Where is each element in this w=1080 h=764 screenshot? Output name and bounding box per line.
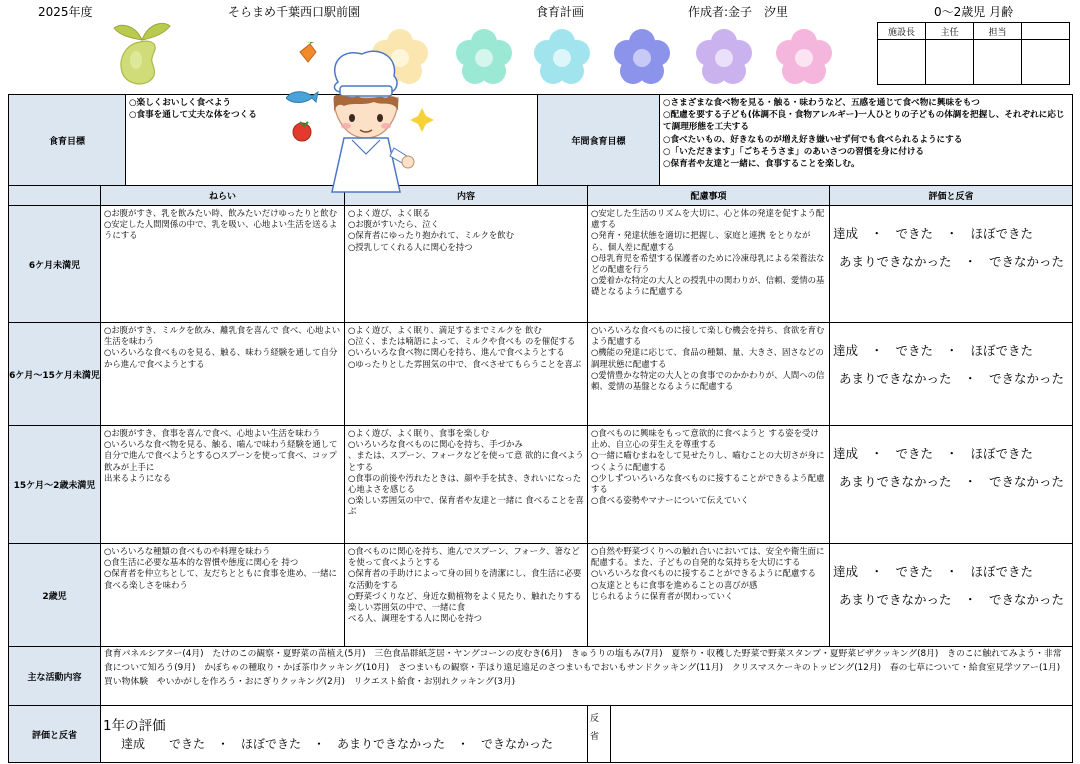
stamp-box[interactable] bbox=[974, 40, 1022, 85]
plan-year: 2025年度 bbox=[38, 5, 93, 19]
chef-girl-illustration bbox=[286, 42, 442, 194]
age-label: 2歳児 bbox=[8, 543, 101, 647]
content-cell: ○よく遊び、よく眠り、満足するまでミルクを 飲む ○泣く、または喃語によって、ミルクや食べも のを催促する ○いろいろな食べ物に関心を持ち、進んで食べようとする ○ゆったりとした雰囲気の中で、食べさせてもらうことを喜ぶ bbox=[344, 322, 588, 426]
care-cell: ○食べものに興味をもって意欲的に食べようと する姿を受け止め、自立心の芽生えを尊重する ○一緒に嚙むまねをして見せたりし、嚙むことの大切さが身につくように配慮する ○少しずついろいろな食べものに接することができるよう配慮する ○食べる姿勢やマナーについて伝えていく bbox=[587, 425, 830, 544]
flower-icon bbox=[776, 29, 832, 84]
evaluation-options: 達成 ・ できた ・ ほぼできた bbox=[833, 343, 1034, 358]
goals-text: ○楽しくおいしく食べよう ○食事を通して丈夫な体をつくる bbox=[125, 94, 538, 186]
flower-icon bbox=[696, 29, 752, 84]
annual-goals-label: 年間食育目標 bbox=[537, 94, 660, 186]
evaluation-options: 達成 ・ できた ・ ほぼできた bbox=[833, 226, 1034, 241]
column-header-blank bbox=[8, 185, 101, 206]
flower-icon bbox=[456, 29, 512, 84]
evaluation-cell bbox=[829, 543, 1073, 647]
aim-cell: ○お腹がすき、食事を喜んで食べ、心地よい生活を味わう ○いろいろな食べ物を見る、触る、嚙んで味わう経験を通して自分で進んで食べようとする○スプーンを使って食べ、コップ飲みが上手に 出来るようになる bbox=[100, 425, 345, 544]
stamp-label bbox=[1022, 23, 1070, 40]
year-eval-cell bbox=[100, 705, 588, 763]
evaluation-cell bbox=[829, 205, 1073, 323]
age-label: 15ケ月～2歳未満児 bbox=[8, 425, 101, 544]
reflection-box[interactable] bbox=[610, 705, 1073, 763]
age-label: 6ケ月未満児 bbox=[8, 205, 101, 323]
column-header-evaluation: 評価と反省 bbox=[829, 185, 1073, 206]
year-eval-label: 評価と反省 bbox=[8, 705, 101, 763]
content-cell: ○よく遊び、よく眠る ○お腹がすいたら、泣く ○保育者にゆったり抱かれて、ミルクを飲む ○授乳してくれる人に関心を持つ bbox=[344, 205, 588, 323]
aim-cell: ○お腹がすき、乳を飲みたい時、飲みたいだけゆったりと飲む ○安定した人間関係の中で、乳を吸い、心地よい生活を送るようにする bbox=[100, 205, 345, 323]
stamp-label: 担当 bbox=[974, 23, 1022, 40]
stamp-box[interactable] bbox=[1022, 40, 1070, 85]
year-eval-options: 達成 できた ・ ほぼできた ・ あまりできなかった ・ できなかった bbox=[121, 737, 554, 751]
school-name: そらまめ千葉西口駅前園 bbox=[228, 5, 361, 19]
stamp-box[interactable] bbox=[878, 40, 926, 85]
content-cell: ○よく遊び、よく眠り、食事を楽しむ ○いろいろな食べものに関心を持ち、手づかみ 、または、スプーン、フォークなどを使って意 欲的に食べようとする ○食事の前後や汚れたときは、顔や手を拭き、きれいになった心地よさを感じる ○楽しい雰囲気の中で、保育者や友達と一緒に 食べることを喜ぶ bbox=[344, 425, 588, 544]
annual-goals-text: ○さまざまな食べ物を見る・触る・味わうなど、五感を通じて食べ物に興味をもつ ○配慮を要する子ども(体調不良・食物アレルギー)一人ひとりの子どもの体調を把握し、それぞれに応じて調理形態を工夫する ○食べたいもの、好きなものが増え好き嫌いせず何でも食べられるようにする ○「いただきます」「ごちそうさま」のあいさつの習慣を身に付ける ○保育者や友達と一緒に、食事することを楽しむ。 bbox=[659, 94, 1073, 186]
stamp-label: 主任 bbox=[926, 23, 974, 40]
approval-stamp-table bbox=[877, 22, 1070, 85]
column-header-aim: ねらい bbox=[100, 185, 345, 206]
activities-label: 主な活動内容 bbox=[8, 646, 101, 706]
flower-icon bbox=[614, 29, 670, 84]
author: 作成者:金子 汐里 bbox=[688, 5, 789, 19]
care-cell: ○安定した生活のリズムを大切に、心と体の発達を促すよう配慮する ○発育・発達状態を適切に把握し、家庭と連携 をとりながら、個人差に配慮する ○母乳育児を希望する保護者のために冷凍母乳による栄養法などの配慮を行う ○愛着かな特定の大人との授乳中の関わりが、信頼、愛情の基礎となるように配慮する bbox=[587, 205, 830, 323]
evaluation-options: あまりできなかった ・ できなかった bbox=[839, 474, 1065, 489]
flower-icon bbox=[534, 29, 590, 84]
stamp-box[interactable] bbox=[926, 40, 974, 85]
evaluation-options: あまりできなかった ・ できなかった bbox=[839, 371, 1065, 386]
evaluation-options: 達成 ・ できた ・ ほぼできた bbox=[833, 564, 1034, 579]
age-label: 6ケ月～15ケ月未満児 bbox=[8, 322, 101, 426]
age-group: 0～2歳児 月齢 bbox=[934, 5, 1014, 19]
year-eval-title: 1年の評価 bbox=[103, 718, 166, 734]
evaluation-options: 達成 ・ できた ・ ほぼできた bbox=[833, 446, 1034, 461]
stamp-label: 施設長 bbox=[878, 23, 926, 40]
care-cell: ○自然や野菜づくりへの触れ合いにおいては、安全や衛生面に配慮する。また、子どもの自発的な気持ちを大切にする ○いろいろな食べものに接することができるように配慮する ○友達とともに食事を進めることの喜びが感 じられるように保育者が関わっていく bbox=[587, 543, 830, 647]
sprout-bean-illustration bbox=[110, 12, 174, 88]
activities-text: 食育パネルシアター(4月) たけのこの観察・夏野菜の苗植え(5月) 三色食品群紙芝居・ヤングコーンの皮むき(6月) きゅうりの塩もみ(7月) 夏祭り・収穫した野菜で野菜スタンプ・夏野菜ピザクッキング(8月) きのこに触れてみよう・非常食について知ろう(9月) かぼちゃの種取り・かぼ茶巾クッキング(10月) さつまいもの観察・芋ほり遠足遠足のさつまいもでおいもサンドクッキング(11月) クリスマスケーキのトッピング(12月) 春の七草について・給食室見学ツアー(1月) 買い物体験 やいかがしを作ろう・おにぎりクッキング(2月) リクエスト給食・お別れクッキング(3月) bbox=[100, 646, 1073, 706]
evaluation-options: あまりできなかった ・ できなかった bbox=[839, 592, 1065, 607]
evaluation-cell bbox=[829, 322, 1073, 426]
column-header-content: 内容 bbox=[344, 185, 588, 206]
evaluation-options: あまりできなかった ・ できなかった bbox=[839, 254, 1065, 269]
column-header-care: 配慮事項 bbox=[587, 185, 830, 206]
goals-label: 食育目標 bbox=[8, 94, 126, 186]
evaluation-cell bbox=[829, 425, 1073, 544]
document-title: 食育計画 bbox=[536, 5, 585, 19]
aim-cell: ○お腹がすき、ミルクを飲み、離乳食を喜んで 食べ、心地よい生活を味わう ○いろいろな食べものを見る、触る、味わう経験を通して自分から進んで食べようとする bbox=[100, 322, 345, 426]
content-cell: ○食べものに関心を持ち、進んでスプーン、フォーク、箸などを使って食べようとする ○保育者の手助けによって身の回りを清潔にし、食生活に必要な活動をする ○野菜づくりなど、身近な動植物をよく見たり、触れたりする楽しい雰囲気の中で、一緒に食 べる人、調理をする人に関心を持つ bbox=[344, 543, 588, 647]
aim-cell: ○いろいろな種類の食べものや料理を味わう ○食生活に必要な基本的な習慣や態度に関心を 持つ ○保育者を仲立ちとして、友だちとともに食事を進め、一緒に食べる楽しさを味わう bbox=[100, 543, 345, 647]
reflection-label: 反 省 bbox=[587, 705, 611, 763]
care-cell: ○いろいろな食べものに接して楽しむ機会を持ち、食欲を育むよう配慮する ○機能の発達に応じて、食品の種類、量、大きさ、固さなどの調理状態に配慮する ○愛情豊かな特定の大人との食事でのかかわりが、人間への信頼、愛情の基盤となるように配慮する bbox=[587, 322, 830, 426]
